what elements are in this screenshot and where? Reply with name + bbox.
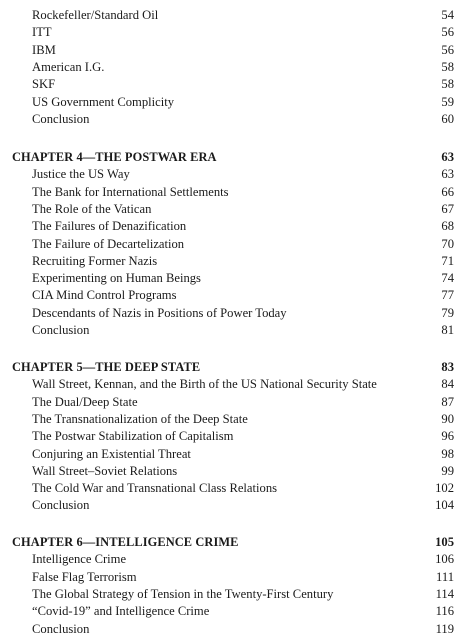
toc-entry-label: False Flag Terrorism xyxy=(32,569,137,584)
toc-entry-label: IBM xyxy=(32,42,56,57)
toc-entry xyxy=(0,93,464,111)
chapter-heading-page-number: 83 xyxy=(441,360,454,374)
toc-entry-page-number: 119 xyxy=(435,621,454,636)
toc-entry xyxy=(0,462,464,480)
toc-entry-label: The Failure of Decartelization xyxy=(32,236,185,251)
toc-entry-label: The Transnationalization of the Deep State xyxy=(32,411,248,426)
chapter-heading-page-number: 63 xyxy=(441,150,454,164)
toc-entry xyxy=(0,321,464,339)
toc-entry-label: Intelligence Crime xyxy=(32,552,127,567)
toc-entry-page-number: 58 xyxy=(441,77,454,92)
chapter-heading xyxy=(0,358,464,376)
toc-entry-page-number: 59 xyxy=(441,94,454,109)
toc-entry-label: The Failures of Denazification xyxy=(32,219,187,234)
toc-entry-label: Conclusion xyxy=(32,323,90,337)
toc-entry-page-number: 114 xyxy=(435,586,454,601)
toc-entry-page-number: 71 xyxy=(441,253,454,268)
toc-entry-label: The Postwar Stabilization of Capitalism xyxy=(32,429,234,444)
toc-entry-page-number: 67 xyxy=(441,201,454,216)
toc-entry xyxy=(0,550,464,568)
toc-entry-label: Experimenting on Human Beings xyxy=(32,271,201,286)
toc-entry-page-number: 87 xyxy=(441,394,454,409)
toc-entry xyxy=(0,58,464,76)
toc-entry-label: American I.G. xyxy=(32,59,105,74)
toc-entry xyxy=(0,110,464,128)
toc-entry-page-number: 84 xyxy=(441,377,454,392)
toc-entry-label: Wall Street, Kennan, and the Birth of the US National Security State xyxy=(32,377,377,392)
toc-entry xyxy=(0,568,464,586)
toc-entry-page-number: 70 xyxy=(441,236,454,251)
toc-entry-label: Wall Street–Soviet Relations xyxy=(32,463,178,478)
toc-entry-page-number: 111 xyxy=(436,569,454,584)
toc-entry-label: CIA Mind Control Programs xyxy=(32,288,177,303)
toc-entry-label: The Cold War and Transnational Class Relations xyxy=(32,481,278,496)
toc-entry-page-number: 63 xyxy=(441,167,454,182)
toc-entry-page-number: 68 xyxy=(441,219,454,234)
toc-entry-page-number: 96 xyxy=(441,429,454,444)
toc-entry xyxy=(0,585,464,603)
toc-entry-label: The Dual/Deep State xyxy=(32,394,138,409)
toc-entry xyxy=(0,6,464,24)
toc-entry-page-number: 90 xyxy=(441,411,454,426)
toc-entry xyxy=(0,427,464,445)
toc-entry xyxy=(0,445,464,463)
toc-entry xyxy=(0,269,464,287)
chapter-heading-label: CHAPTER 5—THE DEEP STATE xyxy=(12,360,201,374)
toc-entry xyxy=(0,75,464,93)
toc-entry-page-number: 99 xyxy=(441,463,454,478)
toc-entry-page-number: 54 xyxy=(441,8,454,22)
toc-entry-label: SKF xyxy=(32,77,56,92)
toc-entry-page-number: 74 xyxy=(441,271,454,286)
toc-entry xyxy=(0,165,464,183)
toc-entry xyxy=(0,23,464,41)
toc-entry-label: Conjuring an Existential Threat xyxy=(32,446,191,461)
toc-entry xyxy=(0,183,464,201)
toc-entry-label: Conclusion xyxy=(32,111,90,126)
toc-entry xyxy=(0,235,464,253)
toc-entry-label: The Role of the Vatican xyxy=(32,201,152,216)
toc-entry-label: The Global Strategy of Tension in the Twenty-First Century xyxy=(32,586,334,601)
toc-entry xyxy=(0,479,464,497)
toc-entry xyxy=(0,393,464,411)
toc-entry-page-number: 98 xyxy=(441,446,454,461)
toc-entry-page-number: 66 xyxy=(441,184,454,199)
chapter-heading xyxy=(0,148,464,166)
toc-entry-label: Descendants of Nazis in Positions of Power Today xyxy=(32,305,287,320)
toc-entry xyxy=(0,304,464,322)
toc-entry-page-number: 81 xyxy=(441,323,454,337)
toc-entry-page-number: 56 xyxy=(441,25,454,40)
toc-entry xyxy=(0,620,464,638)
toc-entry xyxy=(0,41,464,59)
toc-entry xyxy=(0,410,464,428)
toc-entry-page-number: 60 xyxy=(441,111,454,126)
toc-entry xyxy=(0,252,464,270)
toc-entry xyxy=(0,602,464,620)
toc-entry-label: The Bank for International Settlements xyxy=(32,184,229,199)
chapter-heading-label: CHAPTER 4—THE POSTWAR ERA xyxy=(12,150,217,164)
toc-entry-page-number: 56 xyxy=(441,42,454,57)
chapter-heading-label: CHAPTER 6—INTELLIGENCE CRIME xyxy=(12,535,239,549)
chapter-heading-page-number: 105 xyxy=(435,535,454,549)
toc-entry-page-number: 116 xyxy=(435,604,454,619)
toc-entry-page-number: 102 xyxy=(435,481,454,496)
toc-entry xyxy=(0,375,464,393)
toc-entry-page-number: 79 xyxy=(441,305,454,320)
toc-entry-label: ITT xyxy=(32,25,52,40)
toc-entry-label: Conclusion xyxy=(32,621,90,636)
toc-entry xyxy=(0,217,464,235)
toc-entry xyxy=(0,200,464,218)
toc-entry xyxy=(0,496,464,514)
toc-entry xyxy=(0,286,464,304)
toc-entry-label: Rockefeller/Standard Oil xyxy=(32,8,159,22)
chapter-heading xyxy=(0,533,464,551)
toc-entry-page-number: 58 xyxy=(441,59,454,74)
toc-entry-label: Conclusion xyxy=(32,498,90,513)
toc-entry-label: Justice the US Way xyxy=(32,167,130,182)
toc-entry-page-number: 106 xyxy=(435,552,454,567)
toc-entry-page-number: 104 xyxy=(435,498,454,513)
toc-entry-label: “Covid-19” and Intelligence Crime xyxy=(32,604,210,619)
toc-entry-label: US Government Complicity xyxy=(32,94,175,109)
toc-entry-page-number: 77 xyxy=(441,288,454,303)
toc-entry-label: Recruiting Former Nazis xyxy=(32,253,158,268)
